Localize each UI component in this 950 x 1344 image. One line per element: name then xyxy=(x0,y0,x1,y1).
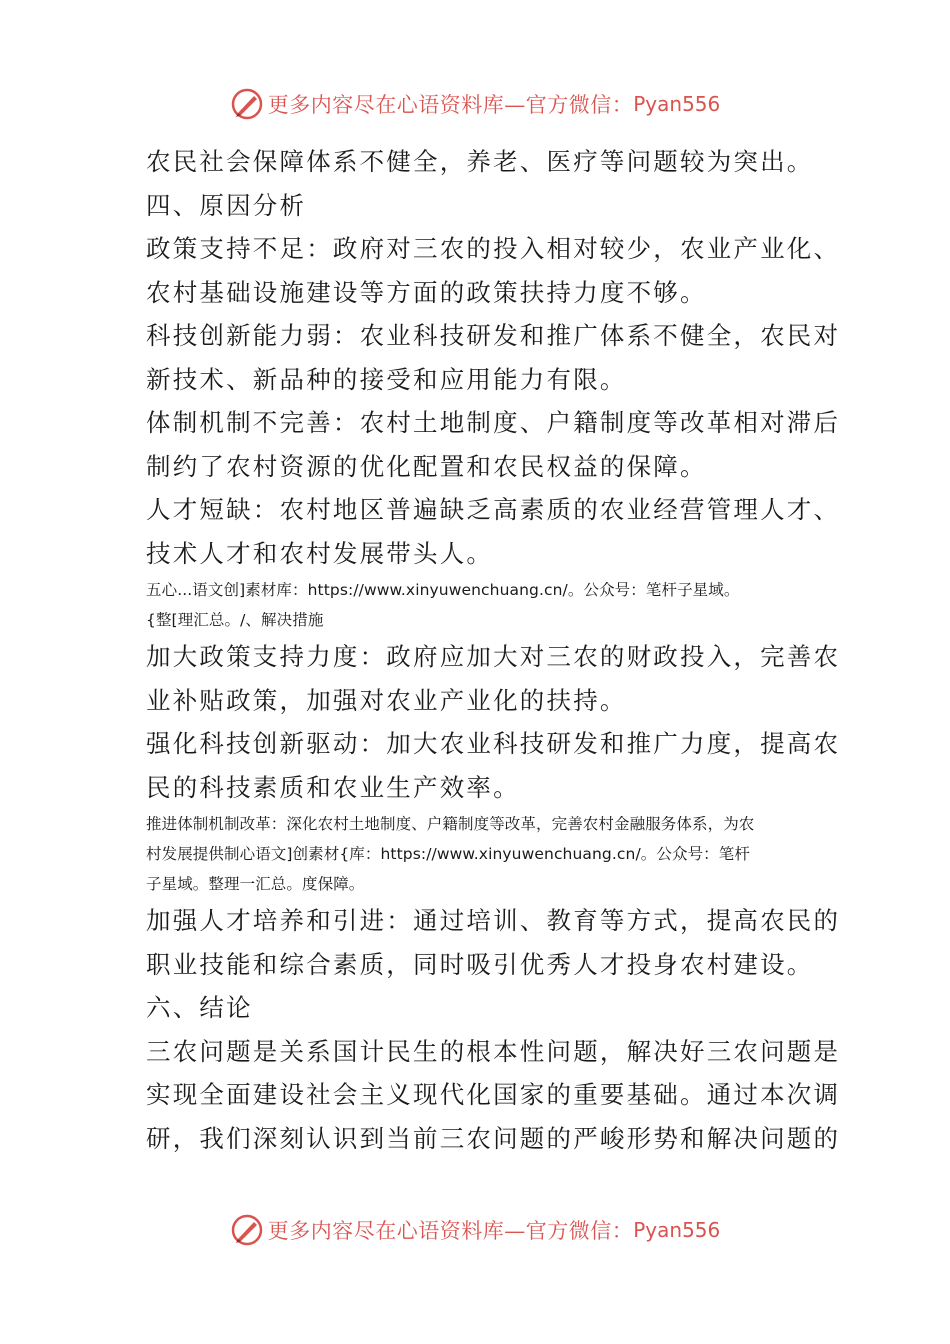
watermark-text: 更多内容尽在心语资料库—官方微信： xyxy=(267,93,634,117)
text-line: 科技创新能力弱：农业科技研发和推广体系不健全，农民对 xyxy=(146,321,841,350)
text-line: 强化科技创新驱动：加大农业科技研发和推广力度，提高农 xyxy=(146,729,841,758)
document-body xyxy=(146,140,841,1160)
text-line: 研，我们深刻认识到当前三农问题的严峻形势和解决问题的 xyxy=(146,1123,841,1153)
paragraph xyxy=(146,1030,841,1161)
paragraph xyxy=(146,986,811,1030)
text-line: 加大政策支持力度：政府应加大对三农的财政投入，完善农 xyxy=(146,642,841,671)
text-line: 推进体制机制改革：深化农村土地制度、户籍制度等改革，完善农村金融服务体系，为农 xyxy=(146,815,755,833)
text-line: 四、原因分析 xyxy=(146,190,307,220)
watermark-wechat-id: Pyan556 xyxy=(633,92,721,116)
text-line: 业补贴政策，加强对农业产业化的扶持。 xyxy=(146,685,627,715)
paragraph xyxy=(146,635,841,722)
text-line: 实现全面建设社会主义现代化国家的重要基础。通过本次调 xyxy=(146,1080,841,1109)
paragraph xyxy=(146,227,841,314)
header-watermark xyxy=(0,84,950,124)
paragraph xyxy=(146,140,814,184)
paragraph xyxy=(146,722,841,809)
paragraph xyxy=(146,809,811,899)
footer-watermark xyxy=(0,1210,950,1250)
watermark-text: 更多内容尽在心语资料库—官方微信： xyxy=(267,1219,634,1243)
paragraph xyxy=(146,488,841,575)
watermark-wechat-id: Pyan556 xyxy=(633,1218,721,1242)
text-line: 人才短缺：农村地区普遍缺乏高素质的农业经营管理人才、 xyxy=(146,495,841,524)
text-line: 五心...语文创]素材库：https://www.xinyuwenchuang.cn/。公众号：笔杆子星域。 xyxy=(146,581,740,599)
text-line: 农民社会保障体系不健全，养老、医疗等问题较为突出。 xyxy=(146,147,814,176)
text-line: 六、结论 xyxy=(146,993,253,1022)
text-line: 子星域。整理一汇总。度保障。 xyxy=(146,875,365,893)
paragraph xyxy=(146,899,841,986)
text-line: 加强人才培养和引进：通过培训、教育等方式，提高农民的 xyxy=(146,906,841,935)
text-line: 职业技能和综合素质，同时吸引优秀人才投身农村建设。 xyxy=(146,949,814,979)
paragraph xyxy=(146,401,841,488)
text-line: 农村基础设施建设等方面的政策扶持力度不够。 xyxy=(146,277,707,307)
pen-logo-icon xyxy=(230,87,264,121)
text-line: 新技术、新品种的接受和应用能力有限。 xyxy=(146,364,627,394)
text-line: 技术人才和农村发展带头人。 xyxy=(146,538,494,568)
text-line: 体制机制不完善：农村土地制度、户籍制度等改革相对滞后 xyxy=(146,408,841,437)
pen-logo-icon xyxy=(230,1213,264,1247)
text-line: 政策支持不足：政府对三农的投入相对较少，农业产业化、 xyxy=(146,234,841,263)
text-line: 制约了农村资源的优化配置和农民权益的保障。 xyxy=(146,451,707,481)
paragraph xyxy=(146,575,811,635)
paragraph xyxy=(146,184,811,228)
text-line: 民的科技素质和农业生产效率。 xyxy=(146,772,520,802)
text-line: {整[理汇总。/、解决措施 xyxy=(146,611,324,629)
text-line: 村发展提供制心语文]创素材{库：https://www.xinyuwenchuang.cn/。公众号：笔杆 xyxy=(146,845,750,863)
text-line: 三农问题是关系国计民生的根本性问题，解决好三农问题是 xyxy=(146,1036,841,1066)
paragraph xyxy=(146,314,841,401)
